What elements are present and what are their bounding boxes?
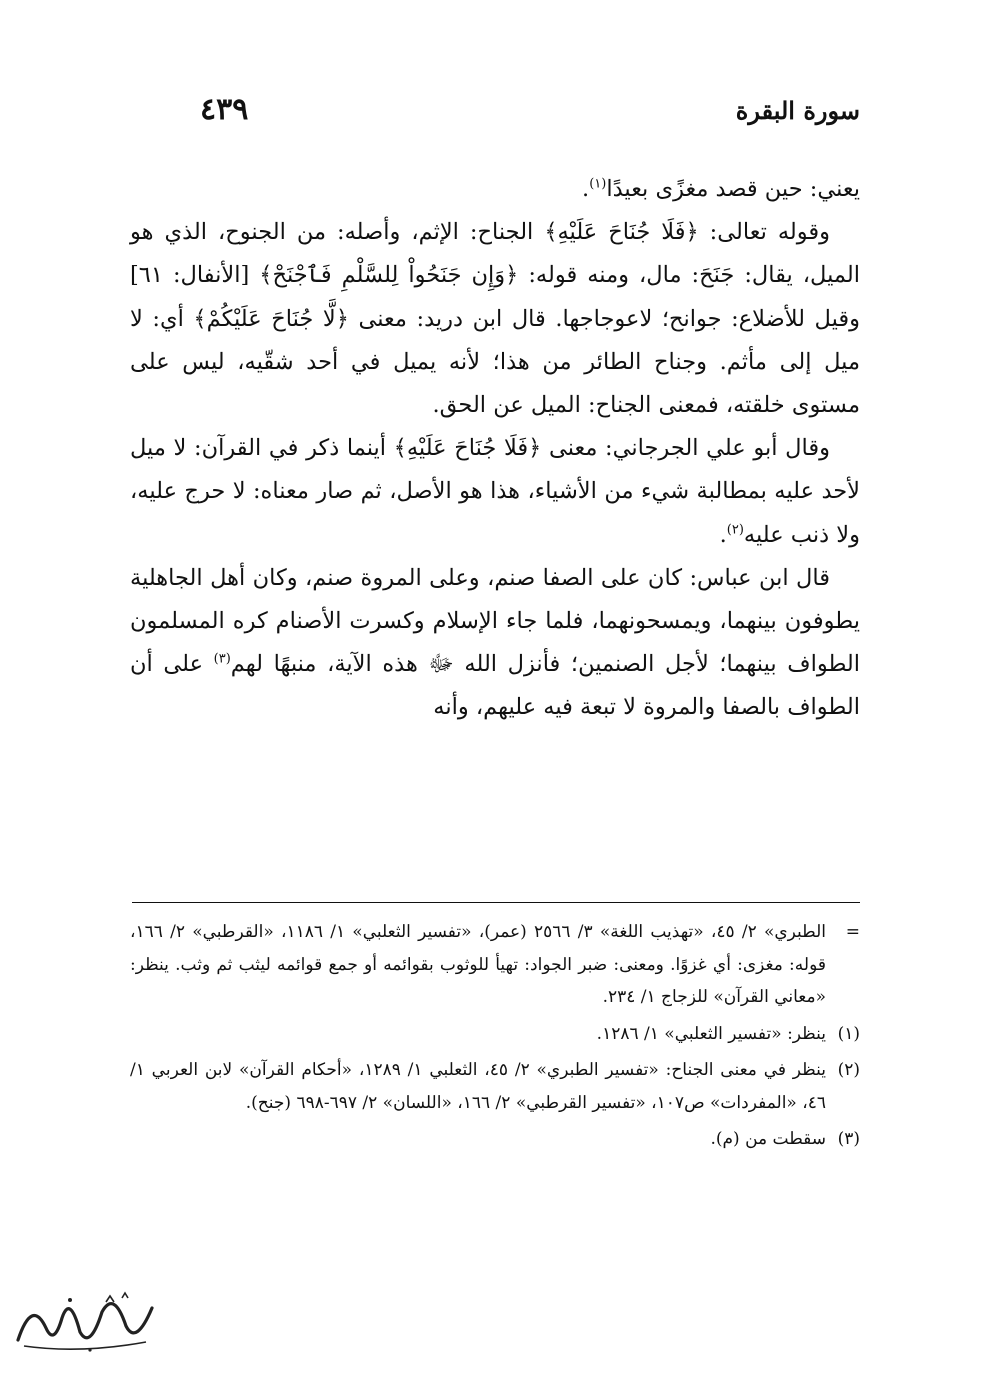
page-number: ٤٣٩ <box>200 92 249 127</box>
footnote-text: الطبري» ٢/ ٤٥، «تهذيب اللغة» ٣/ ٢٥٦٦ (عمر)، «تفسير الثعلبي» ١/ ١١٨٦، «القرطبي» ٢/ ١٦٦، قوله: مغزى: أي غزوًا. ومعنى: ضبر الجواد: تهيأ للوثوب بقوائمه أو جمع قوائمه ليثب ثم وثب. ينظر: «معاني القرآن» للزجاج ١/ ٢٣٤. <box>130 922 827 1007</box>
logo-stamp-icon <box>10 1288 160 1358</box>
footnote-item <box>130 916 860 1014</box>
footnote-mark: (٢) <box>837 1060 860 1080</box>
footnote-divider <box>132 902 860 903</box>
paragraph: يعني: حين قصد مغزًى بعيدًا$^{(١)}$. <box>582 176 860 202</box>
footnote-mark: = <box>845 922 860 942</box>
paragraph: وقال أبو علي الجرجاني: معنى ﴿فَلَا جُنَاحَ عَلَيْهِ﴾ أينما ذكر في القرآن: لا ميل لأحد عليه بمطالبة شيء من الأشياء، هذا هو الأصل، ثم صار معناه: لا حرج عليه، ولا ذنب عليه$^{(٢)}$. <box>130 435 860 548</box>
paragraph: وقوله تعالى: ﴿فَلَا جُنَاحَ عَلَيْهِ﴾ الجناح: الإثم، وأصله: من الجنوح، الذي هو الميل، يقال: جَنَحَ: مال، ومنه قوله: ﴿وَإِن جَنَحُواْ لِلسَّلْمِ فَٱجْنَحْ﴾ [الأنفال: ٦١] وقيل للأضلاع: جوانح؛ لاعوجاجها. قال ابن دريد: معنى ﴿لَّا جُنَاحَ عَلَيْكُمْ﴾ أي: لا ميل إلى مأثم. وجناح الطائر من هذا؛ لأنه يميل في أحد شقّيه، ليس على مستوى خلقته، فمعنى الجناح: الميل عن الحق. <box>130 219 860 419</box>
paragraph: قال ابن عباس: كان على الصفا صنم، وعلى المروة صنم، وكان أهل الجاهلية يطوفون بينهما، ويمسحونهما، فلما جاء الإسلام وكسرت الأصنام كره المسلمون الطواف بينهما؛ لأجل الصنمين؛ فأنزل الله ﷻ هذه الآية، منبهًا لهم$^{(٣)}$ على أن الطواف بالصفا والمروة لا تبعة فيه عليهم، وأنه <box>130 564 861 721</box>
footnote-ref: (٢) <box>726 522 744 538</box>
footnotes <box>130 916 860 1160</box>
footnote-ref: (١) <box>589 176 607 192</box>
footnote-text: ينظر في معنى الجناح: «تفسير الطبري» ٢/ ٤٥، الثعلبي ١/ ١٢٨٩، «أحكام القرآن» لابن العربي ١/ ٤٦، «المفردات» ص١٠٧، «تفسير القرطبي» ٢/ ١٦٦، «اللسان» ٢/ ٦٩٧-٦٩٨ (جنح). <box>130 1060 826 1113</box>
surah-title: سورة البقرة <box>735 96 860 125</box>
page-header <box>130 92 860 136</box>
footnote-item <box>130 1018 860 1051</box>
footnote-mark: (٣) <box>837 1129 860 1149</box>
footnote-mark: (١) <box>837 1023 860 1044</box>
footnote-item <box>130 1054 860 1119</box>
footnote-text: سقطت من (م). <box>710 1129 826 1149</box>
footnote-item <box>130 1123 860 1156</box>
footnote-text: ينظر: «تفسير الثعلبي» ١/ ١٢٨٦. <box>596 1023 826 1044</box>
footnote-ref: (٣) <box>213 651 231 667</box>
main-text <box>130 168 860 730</box>
